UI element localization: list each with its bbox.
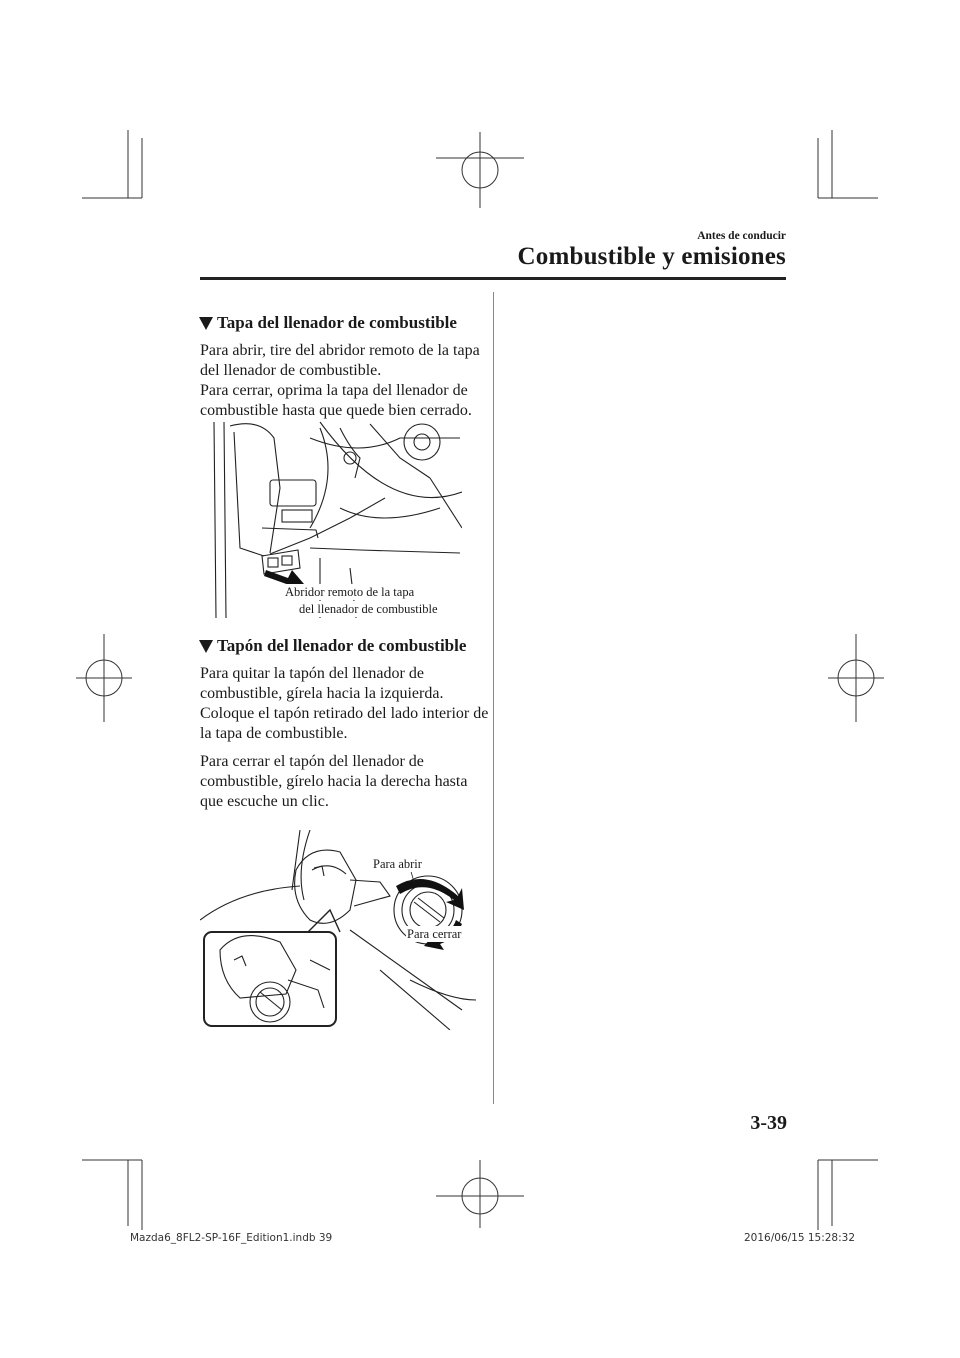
close-label: Para cerrar: [407, 927, 462, 941]
fuel-cap-figure: [200, 830, 476, 1030]
footer-filename: Mazda6_8FL2-SP-16F_Edition1.indb 39: [130, 1232, 333, 1244]
fuel-cap-body-2: [200, 752, 492, 812]
fuel-lid-heading: [199, 313, 457, 333]
fuel-cap-heading-text: Tapón del llenador de combustible: [217, 636, 467, 655]
header-rule: [200, 277, 786, 280]
opener-label-line2: del llenador de combustible: [299, 602, 438, 616]
fuel-lid-body: [200, 341, 492, 421]
fuel-cap-paragraph: Para cerrar el tapón del llenador de combustible, gírelo hacia la derecha hasta que escuche un clic.: [200, 753, 468, 810]
section-title: Combustible y emisiones: [517, 243, 786, 270]
triangle-bullet-icon: [199, 317, 213, 330]
fuel-lid-heading-text: Tapa del llenador de combustible: [217, 313, 457, 332]
fuel-cap-heading: [199, 636, 466, 656]
open-label: Para abrir: [373, 857, 422, 871]
fuel-lid-paragraph: Para cerrar, oprima la tapa del llenador de combustible hasta que quede bien cerrado.: [200, 382, 472, 419]
fuel-cap-paragraph: Para quitar la tapón del llenador de combustible, gírela hacia la izquierda. Coloque el tapón retirado del lado interior de la tapa de combustible.: [200, 665, 489, 742]
column-divider: [493, 292, 494, 1104]
open-arrow-icon: [396, 879, 464, 910]
fuel-cap-body-1: [200, 664, 492, 744]
fuel-lid-opener-figure: [200, 418, 462, 618]
footer-timestamp: 2016/06/15 15:28:32: [744, 1232, 856, 1244]
page-number: 3-39: [750, 1112, 787, 1134]
triangle-bullet-icon: [199, 640, 213, 653]
opener-label-line1: Abridor remoto de la tapa: [285, 585, 415, 599]
fuel-lid-paragraph: Para abrir, tire del abridor remoto de la tapa del llenador de combustible.: [200, 342, 480, 379]
chapter-name: Antes de conducir: [697, 230, 786, 242]
